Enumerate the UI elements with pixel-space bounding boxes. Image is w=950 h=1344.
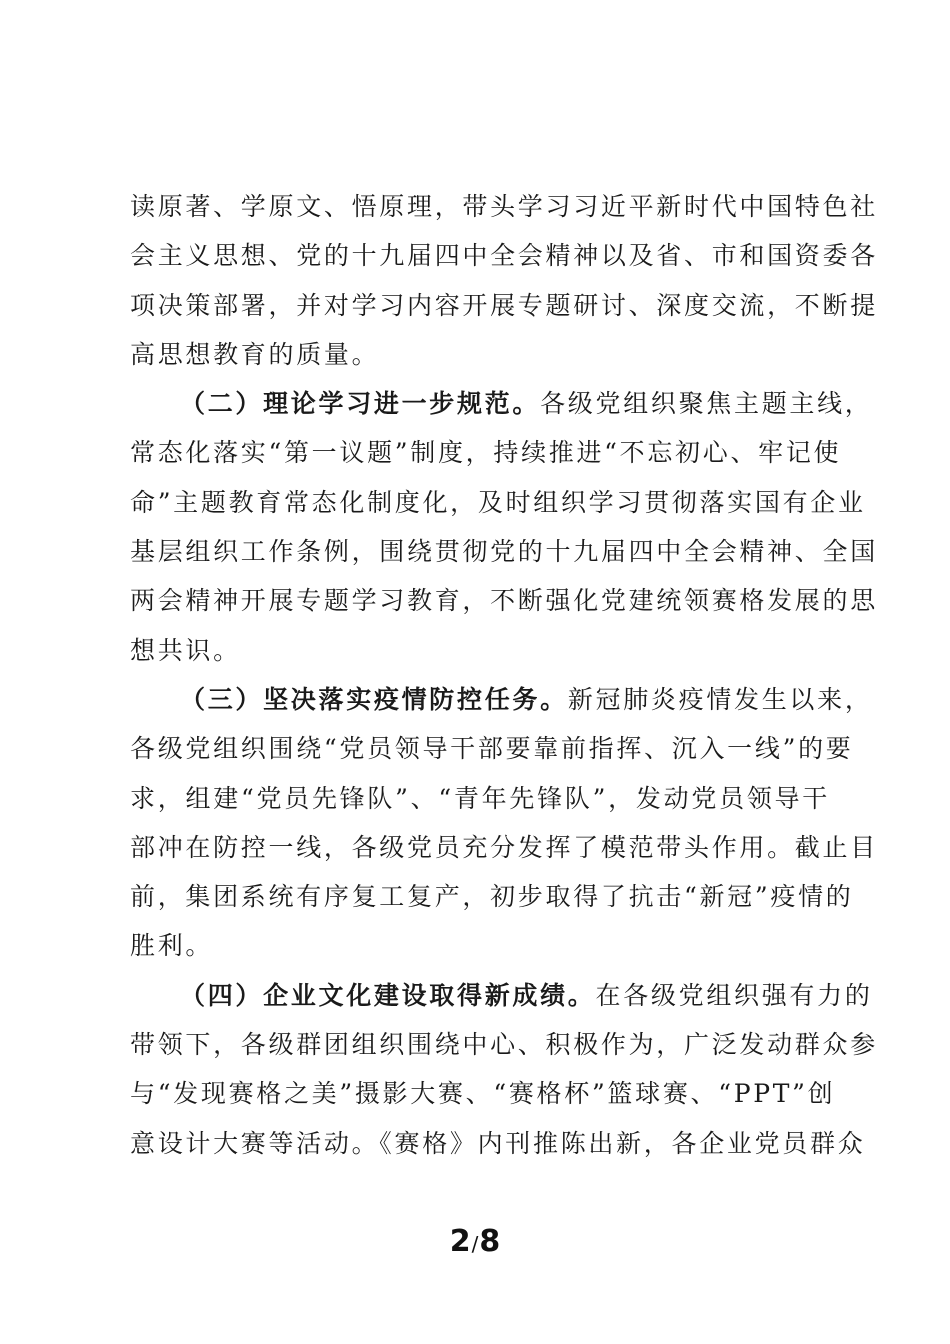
paragraph-line: 想共识。: [130, 635, 241, 665]
section-heading-line: [130, 971, 873, 1020]
paragraph-line: 前，集团系统有序复工复产，初步取得了抗击“新冠”疫情的: [130, 882, 854, 912]
paragraph-line: 部冲在防控一线，各级党员充分发挥了模范带头作用。截止目: [130, 832, 878, 862]
paragraph-line: 意设计大赛等活动。《赛格》内刊推陈出新，各企业党员群众: [130, 1128, 866, 1158]
page-total: 8: [479, 1224, 501, 1259]
paragraph-text: 在各级党组织强有力的: [595, 980, 873, 1010]
paragraph-line: 胜利。: [130, 931, 214, 961]
section-heading-line: [130, 379, 873, 428]
paragraph-text: 各级党组织聚焦主题主线，: [540, 389, 873, 419]
section-heading-line: [130, 675, 873, 724]
section-heading: （二）理论学习进一步规范。: [180, 389, 541, 419]
section-heading: （三）坚决落实疫情防控任务。: [180, 684, 568, 714]
paragraph-line: 常态化落实“第一议题”制度，持续推进“不忘初心、牢记使: [130, 438, 842, 468]
section-heading: （四）企业文化建设取得新成绩。: [180, 980, 596, 1010]
page-number: [0, 1224, 950, 1259]
paragraph-line: 带领下，各级群团组织围绕中心、积极作为，广泛发动群众参: [130, 1030, 878, 1060]
paragraph-line: 读原著、学原文、悟原理，带头学习习近平新时代中国特色社: [130, 192, 878, 221]
paragraph-line: 求，组建“党员先锋队”、“青年先锋队”，发动党员领导干: [130, 783, 830, 813]
paragraph-line: 各级党组织围绕“党员领导干部要靠前指挥、沉入一线”的要: [130, 734, 854, 764]
paragraph-line: 与“发现赛格之美”摄影大赛、“赛格杯”篮球赛、“PPT”创: [130, 1079, 836, 1109]
paragraph-line: 两会精神开展专题学习教育，不断强化党建统领赛格发展的思: [130, 586, 878, 616]
paragraph-line: 基层组织工作条例，围绕贯彻党的十九届四中全会精神、全国: [130, 537, 878, 567]
document-body: [130, 182, 878, 1168]
paragraph-line: 会主义思想、党的十九届四中全会精神以及省、市和国资委各: [130, 241, 878, 271]
page-separator: /: [471, 1232, 479, 1256]
paragraph-line: 高思想教育的质量。: [130, 339, 380, 369]
page-current: 2: [449, 1224, 471, 1259]
paragraph-line: 项决策部署，并对学习内容开展专题研讨、深度交流，不断提: [130, 290, 878, 320]
paragraph-line: 命”主题教育常态化制度化，及时组织学习贯彻落实国有企业: [130, 487, 866, 517]
paragraph-text: 新冠肺炎疫情发生以来，: [567, 684, 873, 714]
